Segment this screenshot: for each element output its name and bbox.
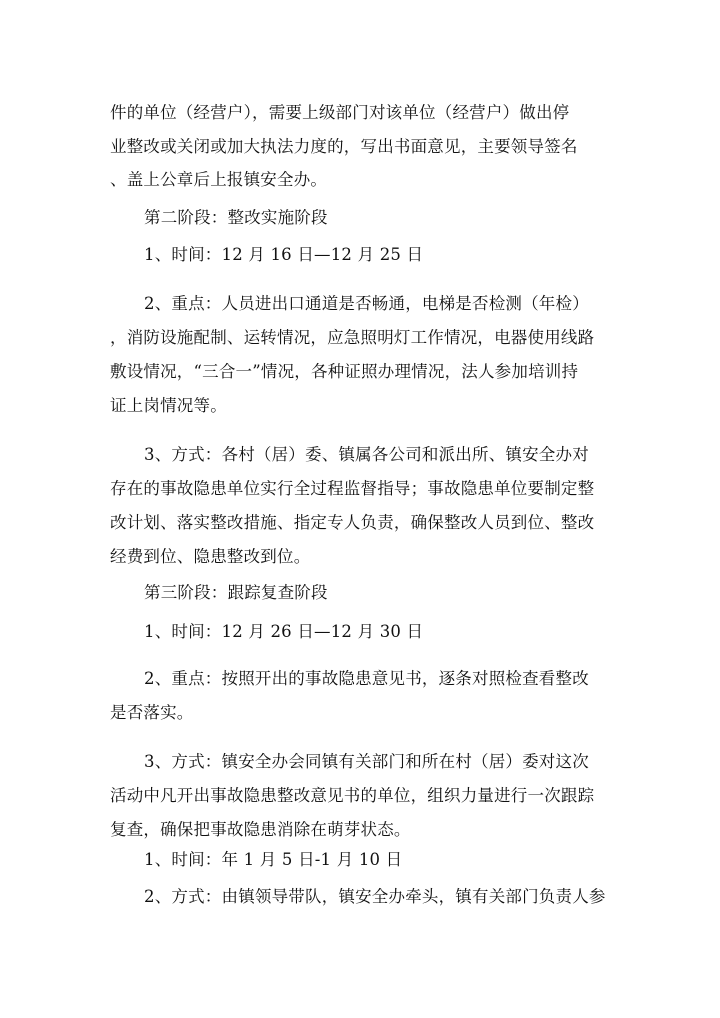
text-line: 1、时间：12 月 16 日—12 月 25 日 (144, 245, 424, 264)
text-line: 3、方式：各村（居）委、镇属各公司和派出所、镇安全办对 (144, 445, 589, 464)
text-line: 业整改或关闭或加大执法力度的，写出书面意见，主要领导签名 (110, 137, 578, 156)
text-line: 2、方式：由镇领导带队，镇安全办牵头，镇有关部门负责人参 (144, 887, 606, 906)
text-line: ，消防设施配制、运转情况，应急照明灯工作情况，电器使用线路 (110, 328, 595, 347)
text-line: 第三阶段：跟踪复查阶段 (144, 583, 328, 602)
text-line: 证上岗情况等。 (110, 396, 227, 415)
text-line: 敷设情况，“三合一”情况，各种证照办理情况，法人参加培训持 (110, 362, 579, 381)
text-line: 复查，确保把事故隐患消除在萌芽状态。 (110, 820, 411, 839)
text-line: 经费到位、隐患整改到位。 (110, 547, 311, 566)
text-line: 2、重点：人员进出口通道是否畅通，电梯是否检测（年检） (144, 294, 589, 313)
text-line: 存在的事故隐患单位实行全过程监督指导；事故隐患单位要制定整 (110, 479, 595, 498)
text-line: 活动中凡开出事故隐患整改意见书的单位，组织力量进行一次跟踪 (110, 786, 595, 805)
text-line: 2、重点：按照开出的事故隐患意见书，逐条对照检查看整改 (144, 669, 589, 688)
text-line: 件的单位（经营户），需要上级部门对该单位（经营户）做出停 (110, 103, 570, 122)
text-line: 第二阶段：整改实施阶段 (144, 208, 328, 227)
text-line: 是否落实。 (110, 703, 194, 722)
text-line: 、盖上公章后上报镇安全办。 (110, 170, 328, 189)
text-line: 3、方式：镇安全办会同镇有关部门和所在村（居）委对这次 (144, 752, 589, 771)
text-line: 1、时间：12 月 26 日—12 月 30 日 (144, 622, 424, 641)
text-line: 改计划、落实整改措施、指定专人负责，确保整改人员到位、整改 (110, 513, 595, 532)
text-line: 1、时间：年 1 月 5 日-1 月 10 日 (144, 850, 403, 869)
